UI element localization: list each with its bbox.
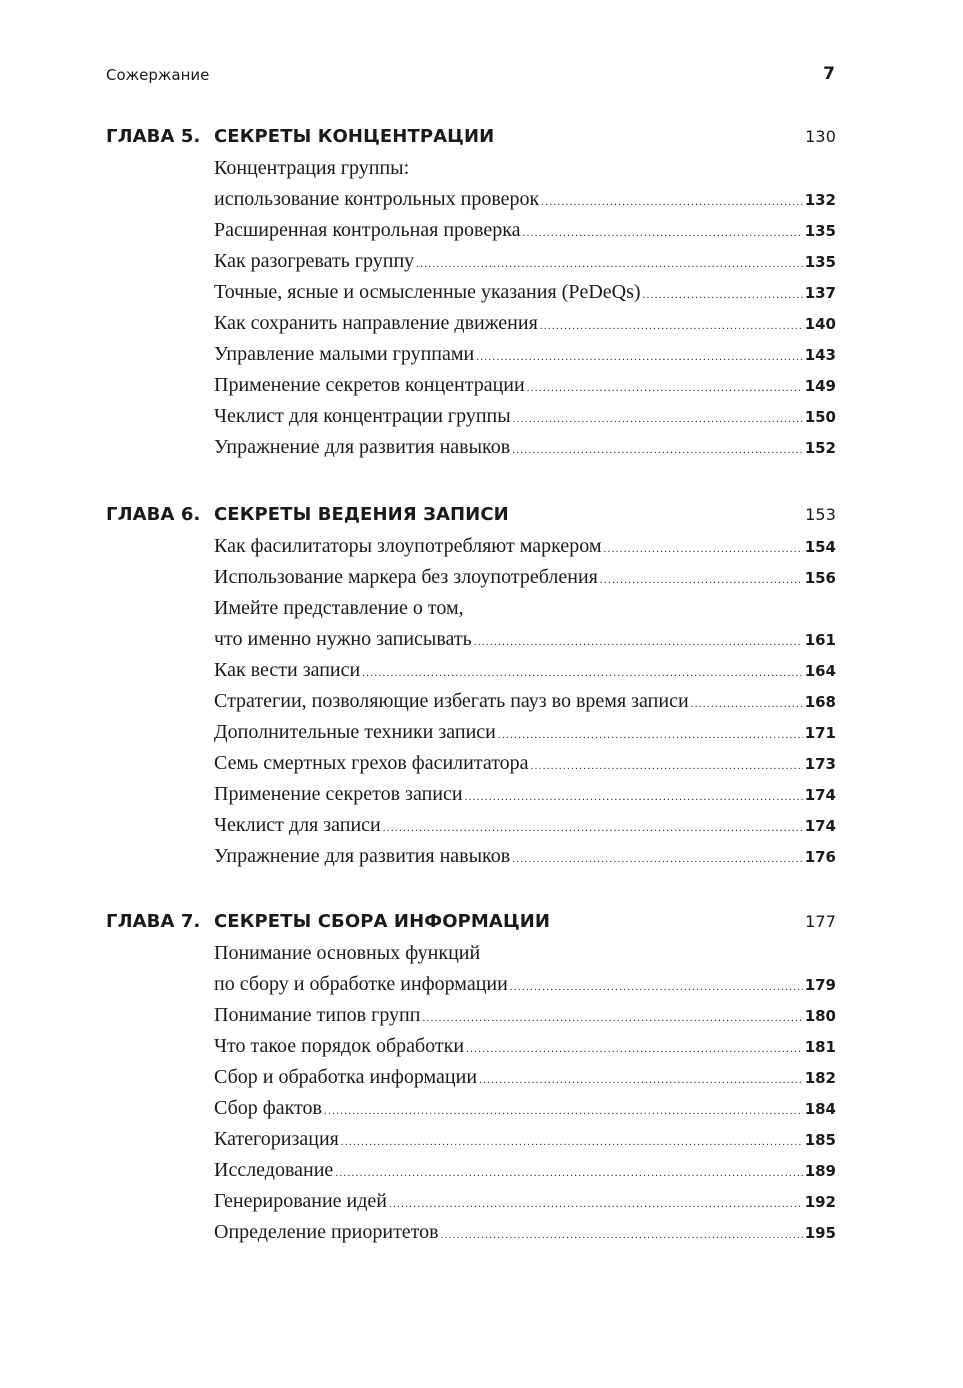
toc-entry[interactable] — [214, 748, 836, 779]
toc-entry[interactable] — [214, 277, 836, 308]
toc-entry-page: 154 — [804, 538, 836, 556]
toc-entry-text: что именно нужно записывать — [214, 628, 472, 650]
chapter-entries — [214, 531, 836, 872]
toc-entry[interactable] — [214, 153, 836, 215]
toc-entry[interactable] — [214, 1155, 836, 1186]
toc-entry-page: 182 — [804, 1069, 836, 1087]
toc-entry[interactable] — [214, 1031, 836, 1062]
toc-entry-page: 174 — [804, 786, 836, 804]
toc-entry-line — [214, 624, 836, 655]
toc-entry[interactable] — [214, 1093, 836, 1124]
toc-entry-line — [214, 686, 836, 717]
dot-leader — [474, 627, 803, 658]
chapter-5 — [106, 121, 836, 463]
toc-entry-page: 181 — [804, 1038, 836, 1056]
toc-entry-line — [214, 810, 836, 841]
toc-entry-line — [214, 717, 836, 748]
toc-entry-text: Дополнительные техники записи — [214, 721, 496, 743]
toc-entry-line — [214, 1186, 836, 1217]
dot-leader — [512, 844, 802, 875]
toc-entry-text: Сбор и обработка информации — [214, 1066, 478, 1088]
toc-entry[interactable] — [214, 1062, 836, 1093]
toc-entry-text: Что такое порядок обработки — [214, 1035, 465, 1057]
dot-leader — [531, 751, 803, 782]
toc-entry-page: 135 — [804, 253, 836, 271]
toc-entry-page: 150 — [804, 408, 836, 426]
toc-entry-line — [214, 370, 836, 401]
toc-entry[interactable] — [214, 1000, 836, 1031]
page-number: 7 — [823, 64, 835, 84]
dot-leader — [523, 218, 803, 249]
toc-entry[interactable] — [214, 938, 836, 1000]
toc-entry-text: Семь смертных грехов фасилитатора — [214, 752, 529, 774]
chapter-page-number: 153 — [805, 505, 836, 524]
dot-leader — [324, 1096, 803, 1127]
toc-entry-page: 179 — [804, 976, 836, 994]
dot-leader — [510, 972, 803, 1003]
dot-leader — [422, 1003, 802, 1034]
toc-entry-page: 176 — [804, 848, 836, 866]
toc-entry[interactable] — [214, 432, 836, 463]
toc-entry-text: использование контрольных проверок — [214, 188, 540, 210]
toc-entry-text: Понимание типов групп — [214, 1004, 421, 1026]
toc-entry-page: 156 — [804, 569, 836, 587]
toc-entry[interactable] — [214, 655, 836, 686]
dot-leader — [691, 689, 803, 720]
toc-entry-line — [214, 748, 836, 779]
toc-entry-line — [214, 1031, 836, 1062]
toc-entry[interactable] — [214, 401, 836, 432]
toc-entry-page: 135 — [804, 222, 836, 240]
dot-leader — [335, 1158, 802, 1189]
dot-leader — [441, 1220, 803, 1251]
chapter-title: СЕКРЕТЫ СБОРА ИНФОРМАЦИИ — [214, 911, 551, 932]
dot-leader — [416, 249, 803, 280]
toc-entry-text: Упражнение для развития навыков — [214, 845, 511, 867]
toc-entry-line — [214, 779, 836, 810]
dot-leader — [527, 373, 803, 404]
toc-entry-line — [214, 655, 836, 686]
chapter-heading — [106, 121, 836, 153]
chapter-heading — [106, 906, 836, 938]
toc-entry-line — [214, 1000, 836, 1031]
toc-entry-line — [214, 277, 836, 308]
toc-entry-line — [214, 184, 836, 215]
dot-leader — [512, 435, 802, 466]
toc-entry[interactable] — [214, 531, 836, 562]
toc-entry-page: 140 — [804, 315, 836, 333]
toc-entry-page: 171 — [804, 724, 836, 742]
toc-entry[interactable] — [214, 1217, 836, 1248]
chapter-title: СЕКРЕТЫ ВЕДЕНИЯ ЗАПИСИ — [214, 504, 509, 525]
toc-entry-page: 137 — [804, 284, 836, 302]
toc-entry-text: Упражнение для развития навыков — [214, 436, 511, 458]
toc-entry[interactable] — [214, 370, 836, 401]
toc-entry-text: Имейте представление о том, — [214, 597, 464, 619]
toc-entry-text: Чеклист для записи — [214, 814, 381, 836]
toc-entry-line — [214, 841, 836, 872]
dot-leader — [498, 720, 803, 751]
toc-entry-page: 192 — [804, 1193, 836, 1211]
dot-leader — [466, 1034, 803, 1065]
toc-entry-text: Использование маркера без злоупотребления — [214, 566, 598, 588]
toc-entry-text: Расширенная контрольная проверка — [214, 219, 521, 241]
toc-entry-page: 180 — [804, 1007, 836, 1025]
toc-entry-page: 143 — [804, 346, 836, 364]
toc-entry-line — [214, 215, 836, 246]
toc-entry-line — [214, 401, 836, 432]
chapter-title: СЕКРЕТЫ КОНЦЕНТРАЦИИ — [214, 126, 495, 147]
toc-entry[interactable] — [214, 308, 836, 339]
toc-entry-line — [214, 531, 836, 562]
chapter-label: ГЛАВА 5. — [106, 126, 201, 147]
toc-entry[interactable] — [214, 779, 836, 810]
toc-entry[interactable] — [214, 215, 836, 246]
toc-entry[interactable] — [214, 717, 836, 748]
chapter-heading — [106, 499, 836, 531]
toc-entry-line — [214, 562, 836, 593]
toc-entry-text: Стратегии, позволяющие избегать пауз во время записи — [214, 690, 689, 712]
toc-entry-line — [214, 1155, 836, 1186]
toc-entry[interactable] — [214, 686, 836, 717]
toc-entry-line — [214, 339, 836, 370]
toc-entry-page: 161 — [804, 631, 836, 649]
dot-leader — [600, 565, 803, 596]
toc-entry-text: по сбору и обработке информации — [214, 973, 508, 995]
toc-entry-page: 185 — [804, 1131, 836, 1149]
toc-entry-text: Определение приоритетов — [214, 1221, 439, 1243]
toc-entry-line — [214, 246, 836, 277]
toc-entry[interactable] — [214, 339, 836, 370]
dot-leader — [383, 813, 803, 844]
dot-leader — [362, 658, 802, 689]
toc-entry-text: Как фасилитаторы злоупотребляют маркером — [214, 535, 602, 557]
toc-entry[interactable] — [214, 841, 836, 872]
dot-leader — [513, 404, 803, 435]
dot-leader — [465, 782, 803, 813]
chapter-page-number: 177 — [805, 912, 836, 931]
toc-entry-text: Управление малыми группами — [214, 343, 475, 365]
toc-entry-line — [214, 1062, 836, 1093]
toc-entry-text: Генерирование идей — [214, 1190, 387, 1212]
chapter-entries — [214, 153, 836, 463]
chapter-label: ГЛАВА 6. — [106, 504, 201, 525]
toc-entry-text: Точные, ясные и осмысленные указания (PeDeQs) — [214, 281, 641, 303]
chapter-7 — [106, 906, 836, 1248]
toc-entry[interactable] — [214, 1124, 836, 1155]
toc-entry-text: Применение секретов записи — [214, 783, 463, 805]
toc-entry-line — [214, 432, 836, 463]
toc-entry-text: Как сохранить направление движения — [214, 312, 538, 334]
toc-entry-text: Исследование — [214, 1159, 334, 1181]
toc-entry-text: Понимание основных функций — [214, 942, 481, 964]
toc-entry-page: 173 — [804, 755, 836, 773]
toc-entry-page: 149 — [804, 377, 836, 395]
toc-entry-text: Сбор фактов — [214, 1097, 322, 1119]
chapter-6 — [106, 499, 836, 872]
toc-entry-page: 168 — [804, 693, 836, 711]
toc-entry[interactable] — [214, 1186, 836, 1217]
toc-entry-text: Как вести записи — [214, 659, 361, 681]
toc-entry-text: Концентрация группы: — [214, 157, 410, 179]
toc-entry-page: 174 — [804, 817, 836, 835]
toc-entry[interactable] — [214, 593, 836, 655]
toc-entry-line — [214, 1093, 836, 1124]
chapter-page-number: 130 — [805, 127, 836, 146]
running-head-title: Сожержание — [106, 66, 210, 84]
toc-entry[interactable] — [214, 246, 836, 277]
toc-entry-line — [214, 308, 836, 339]
toc-entry-line — [214, 1124, 836, 1155]
toc-entry-page: 164 — [804, 662, 836, 680]
dot-leader — [479, 1065, 803, 1096]
chapter-entries — [214, 938, 836, 1248]
toc-entry-text: Применение секретов концентрации — [214, 374, 525, 396]
toc-entry-line — [214, 969, 836, 1000]
toc-entry-page: 195 — [804, 1224, 836, 1242]
toc-entry-page: 152 — [804, 439, 836, 457]
toc-entry[interactable] — [214, 562, 836, 593]
dot-leader — [540, 311, 803, 342]
toc-entry[interactable] — [214, 810, 836, 841]
dot-leader — [541, 187, 802, 218]
dot-leader — [389, 1189, 803, 1220]
toc-entry-page: 189 — [804, 1162, 836, 1180]
dot-leader — [643, 280, 803, 311]
toc-entry-line — [214, 1217, 836, 1248]
toc-entry-text: Чеклист для концентрации группы — [214, 405, 511, 427]
toc-entry-text: Категоризация — [214, 1128, 339, 1150]
dot-leader — [341, 1127, 803, 1158]
dot-leader — [476, 342, 802, 373]
toc-entry-page: 184 — [804, 1100, 836, 1118]
dot-leader — [604, 534, 803, 565]
chapter-label: ГЛАВА 7. — [106, 911, 201, 932]
toc-entry-page: 132 — [804, 191, 836, 209]
toc-entry-text: Как разогревать группу — [214, 250, 415, 272]
